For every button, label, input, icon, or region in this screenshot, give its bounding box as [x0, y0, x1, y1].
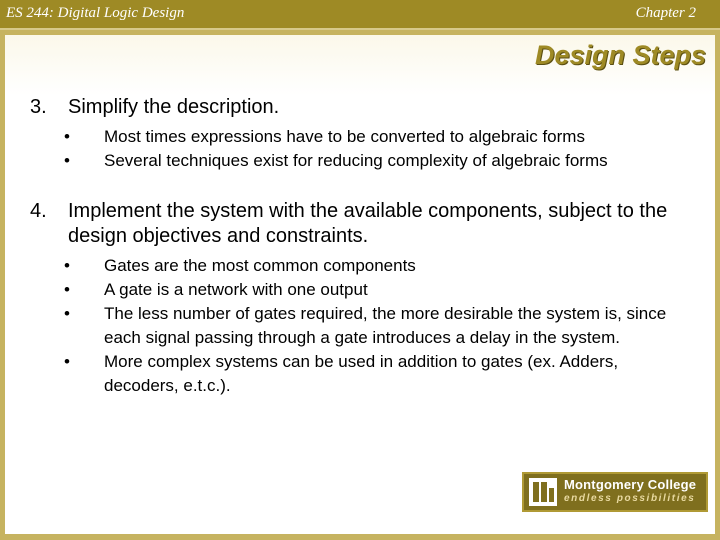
- logo-name: Montgomery College: [564, 477, 697, 492]
- bullet-text: Several techniques exist for reducing complexity of algebraic forms: [104, 151, 608, 170]
- bullet-icon: •: [64, 304, 70, 323]
- bullet-text: The less number of gates required, the more desirable the system is, since each signal passing through a gate introduces a delay in the system.: [104, 304, 667, 347]
- bullet-item: [64, 302, 690, 350]
- point-number: 3.: [30, 96, 47, 118]
- bottom-divider: [0, 534, 720, 540]
- bullet-icon: •: [64, 352, 70, 371]
- bullet-list: [64, 254, 690, 398]
- spacer: [30, 173, 690, 199]
- right-border: [715, 30, 720, 540]
- bullet-icon: •: [64, 151, 70, 170]
- header-bar: [0, 0, 720, 30]
- slide-title: Design Steps: [534, 40, 706, 70]
- bullet-item: [64, 278, 690, 302]
- bullet-text: Gates are the most common components: [104, 256, 416, 275]
- bullet-item: [64, 149, 690, 173]
- slide-content: [30, 95, 690, 398]
- bullet-icon: •: [64, 280, 70, 299]
- point-text: Simplify the description.: [68, 96, 280, 118]
- college-logo: [522, 472, 708, 512]
- logo-tagline: endless possibilities: [564, 493, 696, 504]
- bullet-item: [64, 254, 690, 278]
- bullet-icon: •: [64, 256, 70, 275]
- bullet-item: [64, 125, 690, 149]
- numbered-point: [30, 95, 690, 120]
- course-title: ES 244: Digital Logic Design: [6, 5, 185, 21]
- chapter-label: Chapter 2: [635, 5, 696, 21]
- left-border: [0, 30, 5, 540]
- bullet-text: A gate is a network with one output: [104, 280, 368, 299]
- bullet-icon: •: [64, 127, 70, 146]
- bullet-item: [64, 350, 690, 398]
- point-number: 4.: [30, 200, 47, 222]
- logo-emblem-icon: [529, 478, 557, 506]
- bullet-text: Most times expressions have to be converted to algebraic forms: [104, 127, 585, 146]
- bullet-list: [64, 125, 690, 173]
- bullet-text: More complex systems can be used in addition to gates (ex. Adders, decoders, e.t.c.).: [104, 352, 619, 395]
- point-text: Implement the system with the available components, subject to the design objectives and constraints.: [68, 200, 668, 247]
- numbered-point: [30, 199, 690, 249]
